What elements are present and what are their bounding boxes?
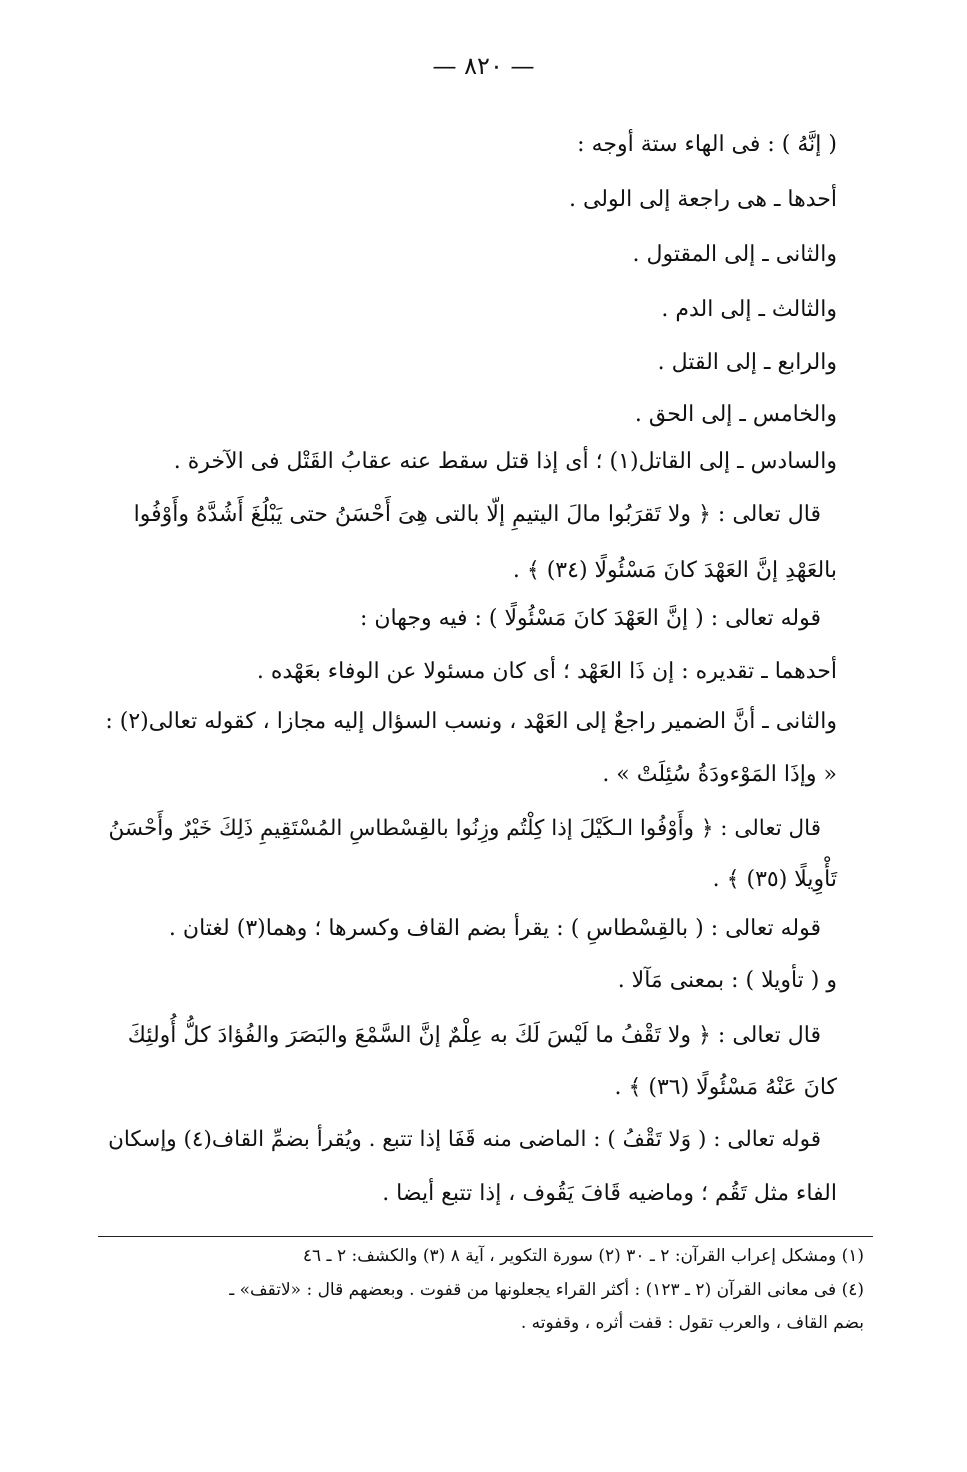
text-line-4: والثالث ـ إلى الدم . [661,297,837,322]
text-line-1: ( إنَّهُ ) : فى الهاء ستة أوجه : [577,132,837,157]
text-line-5: والرابع ـ إلى القتل . [657,350,837,375]
text-line-3: والثانى ـ إلى المقتول . [632,242,837,267]
text-line-21: الفاء مثل تَقُم ؛ وماضيه قَافَ يَقُوف ، إذا تتبع أيضا . [382,1181,837,1206]
page-number: — ٨٢٠ — [432,52,535,80]
verse-line-18: قال تعالى : ﴿ ولا تَقْفُ ما لَيْسَ لَكَ به عِلْمٌ إنَّ السَّمْعَ والبَصَرَ والفُؤادَ كلُّ أُولئِكَ [127,1023,821,1048]
text-line-12: والثانى ـ أنَّ الضمير راجعٌ إلى العَهْد ، ونسب السؤال إليه مجازا ، كقوله تعالى(٢) : [105,709,837,734]
footnote-divider [98,1236,873,1237]
verse-line-9: بالعَهْدِ إنَّ العَهْدَ كانَ مَسْئُولًا (٣٤) ﴾ . [512,558,837,583]
verse-line-19: كانَ عَنْهُ مَسْئُولًا (٣٦) ﴾ . [614,1075,837,1100]
text-line-16: قوله تعالى : ( بالقِسْطاسِ ) : يقرأ بضم القاف وكسرها ؛ وهما(٣) لغتان . [168,916,821,941]
text-line-20: قوله تعالى : ( وَلا تَقْفُ ) : الماضى منه قَفَا إذا تتبع . ويُقرأ بضمِّ القاف(٤) وإسكان [108,1127,821,1152]
text-line-10: قوله تعالى : ( إنَّ العَهْدَ كانَ مَسْئُولًا ) : فيه وجهان : [359,606,821,631]
text-line-7: والسادس ـ إلى القاتل(١) ؛ أى إذا قتل سقط عنه عقابُ القَتْل فى الآخرة . [173,449,837,474]
text-line-2: أحدها ـ هى راجعة إلى الولى . [568,187,837,212]
verse-line-8: قال تعالى : ﴿ ولا تَقرَبُوا مالَ اليتيمِ إلّا بالتى هِىَ أَحْسَنُ حتى يَبْلُغَ أَشُدَّهُ وأَوْفُوا [133,502,821,527]
verse-line-14: قال تعالى : ﴿ وأَوْفُوا الـكَيْلَ إذا كِلْتُم وزِنُوا بالقِسْطاسِ المُسْتَقِيمِ ذَلِكَ خَيْرٌ وأَحْسَنُ [108,816,821,841]
footnote-line-1: (١) ومشكل إعراب القرآن: ٢ ـ ٣٠ (٢) سورة التكوير ، آية ٨ (٣) والكشف: ٢ ـ ٤٦ [302,1246,864,1266]
verse-line-15: تَأْوِيلًا (٣٥) ﴾ . [712,867,837,892]
footnote-line-2: (٤) فى معانى القرآن (٢ ـ ١٢٣) : أكثر القراء يجعلونها من قفوت . وبعضهم قال : «لاتقف» ـ [229,1280,864,1300]
text-line-13: « وإذَا المَوْءودَةُ سُئِلَتْ » . [602,762,837,787]
text-line-11: أحدهما ـ تقديره : إن ذَا العَهْد ؛ أى كان مسئولا عن الوفاء بعَهْده . [256,659,837,684]
text-line-17: و ( تأويلا ) : بمعنى مَآلا . [617,968,837,993]
text-line-6: والخامس ـ إلى الحق . [634,402,837,427]
footnote-line-3: بضم القاف ، والعرب تقول : قفت أثره ، وقفوته . [520,1313,864,1333]
